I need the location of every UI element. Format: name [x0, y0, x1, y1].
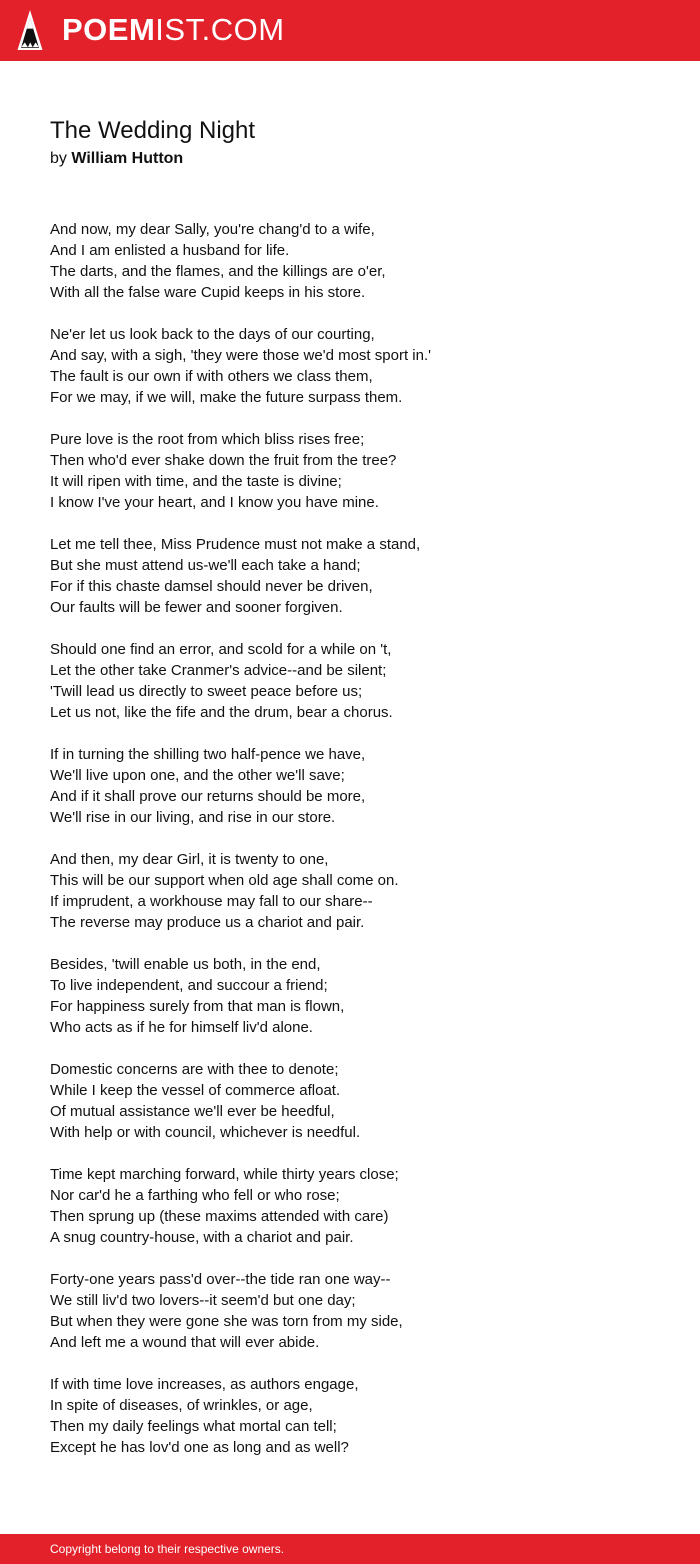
- poem-line: Time kept marching forward, while thirty years close;: [50, 1166, 399, 1183]
- poem-stanza: [50, 219, 650, 303]
- poem-line: And I am enlisted a husband for life.: [50, 242, 290, 259]
- poem-line: It will ripen with time, and the taste is divine;: [50, 473, 342, 490]
- poem-line: Let the other take Cranmer's advice--and be silent;: [50, 662, 387, 679]
- poem-line: The fault is our own if with others we class them,: [50, 368, 373, 385]
- poem-stanza: [50, 849, 650, 933]
- poem-line: Should one find an error, and scold for a while on 't,: [50, 641, 392, 658]
- poem-stanza: [50, 639, 650, 723]
- poem-line: Nor car'd he a farthing who fell or who rose;: [50, 1187, 340, 1204]
- poem-line: With all the false ware Cupid keeps in his store.: [50, 284, 366, 301]
- site-logo-text: [62, 9, 285, 51]
- poem-line: But when they were gone she was torn from my side,: [50, 1313, 403, 1330]
- poem-line: With help or with council, whichever is needful.: [50, 1124, 361, 1141]
- poem-stanza: [50, 1164, 650, 1248]
- poem-line: Pure love is the root from which bliss rises free;: [50, 431, 365, 448]
- poem-stanza: [50, 744, 650, 828]
- footer: [0, 1534, 700, 1564]
- poem-line: And now, my dear Sally, you're chang'd to a wife,: [50, 221, 375, 238]
- poem-stanza: [50, 1374, 650, 1458]
- poem-line: And left me a wound that will ever abide.: [50, 1334, 320, 1351]
- poem-stanza: [50, 954, 650, 1038]
- poem-line: While I keep the vessel of commerce afloat.: [50, 1082, 341, 1099]
- poem-line: Except he has lov'd one as long and as well?: [50, 1439, 349, 1456]
- by-label: by: [50, 150, 67, 167]
- poem-stanza: [50, 534, 650, 618]
- poem-line: Let me tell thee, Miss Prudence must not make a stand,: [50, 536, 421, 553]
- poem-line: If with time love increases, as authors engage,: [50, 1376, 359, 1393]
- poem-line: We still liv'd two lovers--it seem'd but one day;: [50, 1292, 356, 1309]
- poem-title: The Wedding Night: [50, 117, 256, 144]
- poem-line: If in turning the shilling two half-pence we have,: [50, 746, 366, 763]
- poem-line: Domestic concerns are with thee to denote;: [50, 1061, 339, 1078]
- poem-line: And then, my dear Girl, it is twenty to one,: [50, 851, 329, 868]
- copyright-text: Copyright belong to their respective owners.: [50, 1542, 285, 1556]
- poem-line: Forty-one years pass'd over--the tide ran one way--: [50, 1271, 391, 1288]
- poem-line: 'Twill lead us directly to sweet peace before us;: [50, 683, 363, 700]
- poem-line: Of mutual assistance we'll ever be heedful,: [50, 1103, 335, 1120]
- byline: [50, 148, 183, 170]
- poem-line: I know I've your heart, and I know you have mine.: [50, 494, 379, 511]
- poem-line: We'll live upon one, and the other we'll save;: [50, 767, 345, 784]
- poem-line: Who acts as if he for himself liv'd alone.: [50, 1019, 313, 1036]
- poem-line: For if this chaste damsel should never be driven,: [50, 578, 373, 595]
- site-logo-link[interactable]: [17, 9, 285, 51]
- poem-line: If imprudent, a workhouse may fall to our share--: [50, 893, 373, 910]
- poem-line: Our faults will be fewer and sooner forgiven.: [50, 599, 343, 616]
- poem-line: This will be our support when old age shall come on.: [50, 872, 399, 889]
- poem-stanza: [50, 429, 650, 513]
- poem-line: And say, with a sigh, 'they were those we'd most sport in.': [50, 347, 431, 364]
- logo-bold-part: POEM: [62, 12, 156, 47]
- poem-line: A snug country-house, with a chariot and pair.: [50, 1229, 354, 1246]
- poem-stanza: [50, 1269, 650, 1353]
- poem-line: Ne'er let us look back to the days of our courting,: [50, 326, 375, 343]
- author-link[interactable]: William Hutton: [71, 150, 184, 167]
- poem-line: And if it shall prove our returns should be more,: [50, 788, 366, 805]
- poem-line: For happiness surely from that man is flown,: [50, 998, 345, 1015]
- top-bar: [0, 0, 700, 61]
- poem-line: The reverse may produce us a chariot and pair.: [50, 914, 365, 931]
- poem-line: We'll rise in our living, and rise in our store.: [50, 809, 336, 826]
- logo-light-part: IST.COM: [155, 12, 285, 47]
- poem-line: Let us not, like the fife and the drum, bear a chorus.: [50, 704, 393, 721]
- poem-line: But she must attend us-we'll each take a hand;: [50, 557, 361, 574]
- poem-line: Then sprung up (these maxims attended with care): [50, 1208, 389, 1225]
- poem-stanza: [50, 324, 650, 408]
- poem-line: Besides, 'twill enable us both, in the end,: [50, 956, 321, 973]
- poem-line: To live independent, and succour a friend;: [50, 977, 328, 994]
- poem-line: The darts, and the flames, and the killings are o'er,: [50, 263, 386, 280]
- poem-line: In spite of diseases, of wrinkles, or age,: [50, 1397, 313, 1414]
- poem-body: [50, 219, 650, 1479]
- poem-line: Then who'd ever shake down the fruit from the tree?: [50, 452, 397, 469]
- poem-stanza: [50, 1059, 650, 1143]
- pencil-tip-icon: [17, 9, 43, 51]
- poem-line: Then my daily feelings what mortal can tell;: [50, 1418, 337, 1435]
- poem-line: For we may, if we will, make the future surpass them.: [50, 389, 403, 406]
